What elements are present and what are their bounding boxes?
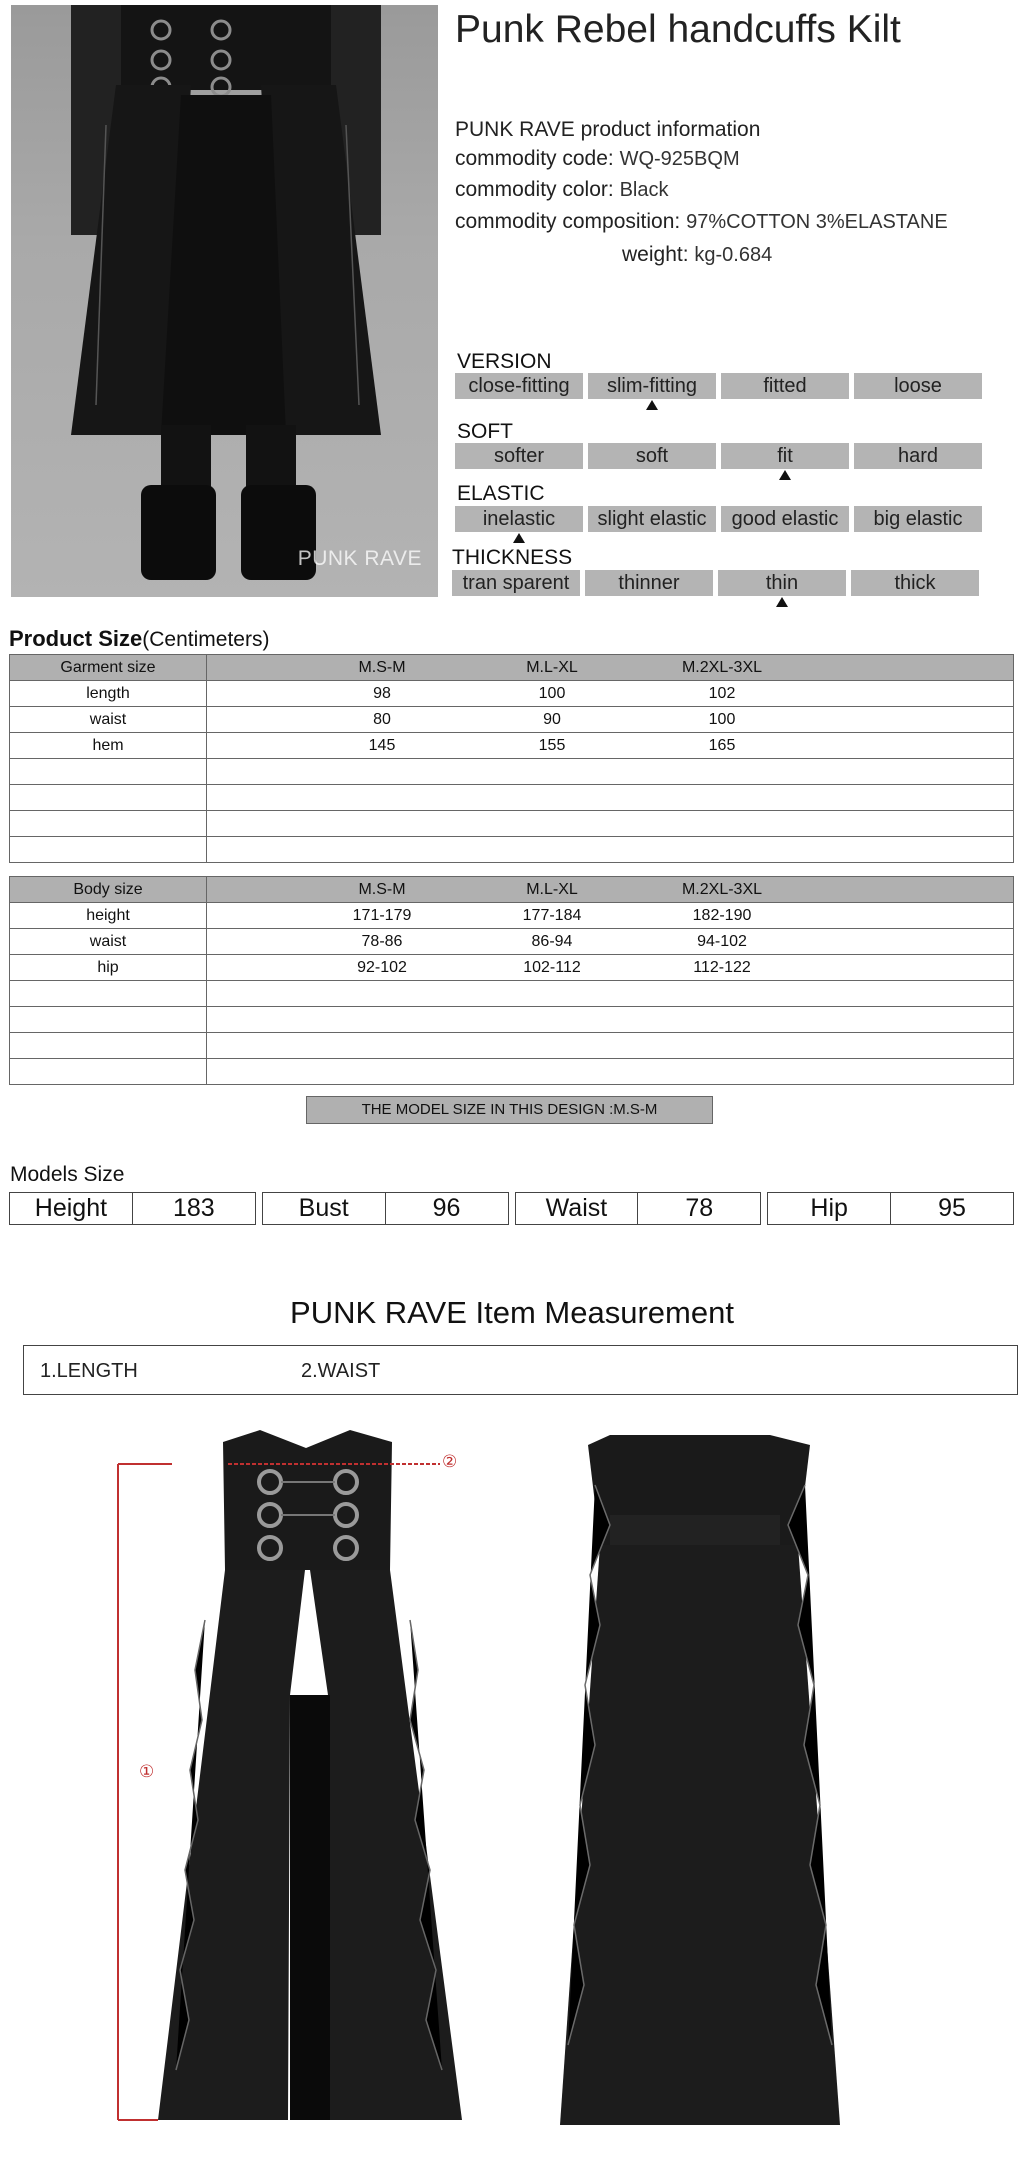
cell-value: 145 [368, 736, 396, 754]
brand-line: PUNK RAVE product information [455, 118, 761, 141]
thickness-selected-marker [776, 597, 788, 607]
cell-value: 98 [373, 684, 391, 702]
model-bust [262, 1192, 509, 1225]
thickness-option: tran sparent [452, 570, 580, 596]
garment-size-label: Garment size [10, 655, 207, 681]
version-option: slim-fitting [588, 373, 716, 399]
soft-option: soft [588, 443, 716, 469]
attr-version-label: VERSION [457, 350, 552, 373]
models-size-title: Models Size [10, 1163, 125, 1186]
size-column: M.S-M [358, 880, 406, 898]
empty-row [10, 1007, 1014, 1033]
empty-row [10, 1033, 1014, 1059]
model-hip [767, 1192, 1014, 1225]
model-height [9, 1192, 256, 1225]
composition-label: commodity composition: [455, 210, 681, 233]
empty-row [10, 785, 1014, 811]
table-header-row [10, 655, 1014, 681]
models-size-row [9, 1192, 1014, 1225]
commodity-composition [455, 210, 948, 234]
table-row [10, 681, 1014, 707]
product-photo [11, 5, 438, 597]
commodity-code [455, 147, 740, 171]
attr-thickness-label: THICKNESS [452, 546, 573, 569]
row-label: waist [10, 929, 207, 955]
model-illustration [11, 5, 438, 597]
table-row [10, 903, 1014, 929]
size-column: M.L-XL [526, 658, 578, 676]
table-row [10, 955, 1014, 981]
weight-value: kg-0.684 [694, 244, 773, 266]
weight [622, 243, 772, 267]
row-label: waist [10, 707, 207, 733]
cell-value: 80 [373, 710, 391, 728]
garment-back-image [540, 1425, 870, 2145]
garment-size-table [9, 654, 1014, 863]
attr-elastic-label: ELASTIC [457, 482, 545, 505]
row-label: height [10, 903, 207, 929]
commodity-color [455, 178, 668, 202]
model-value: 96 [432, 1194, 461, 1222]
version-option: loose [854, 373, 982, 399]
product-title: Punk Rebel handcuffs Kilt [455, 8, 901, 51]
waist-marker: ② [442, 1452, 458, 1471]
soft-option: softer [455, 443, 583, 469]
row-label: hip [10, 955, 207, 981]
soft-option: hard [854, 443, 982, 469]
thickness-option: thinner [585, 570, 713, 596]
garment-front-image [110, 1420, 480, 2140]
body-size-label: Body size [10, 877, 207, 903]
version-selected-marker [646, 400, 658, 410]
model-value: 183 [172, 1194, 215, 1222]
version-option: close-fitting [455, 373, 583, 399]
model-size-note: THE MODEL SIZE IN THIS DESIGN :M.S-M [306, 1096, 713, 1124]
soft-selected-marker [779, 470, 791, 480]
cell-value: 177-184 [522, 906, 582, 924]
size-column: M.S-M [358, 658, 406, 676]
cell-value: 94-102 [697, 932, 747, 950]
cell-value: 92-102 [357, 958, 407, 976]
model-key: Height [10, 1193, 133, 1224]
empty-row [10, 981, 1014, 1007]
product-size-unit: (Centimeters) [142, 628, 270, 651]
size-column: M.L-XL [526, 880, 578, 898]
cell-value: 102 [708, 684, 736, 702]
attr-thickness-scale [452, 570, 979, 596]
product-size-title [9, 626, 269, 652]
model-key: Waist [516, 1193, 639, 1224]
cell-value: 165 [708, 736, 736, 754]
cell-value: 102-112 [523, 958, 581, 976]
size-column: M.2XL-3XL [681, 658, 763, 676]
empty-row [10, 1059, 1014, 1085]
empty-row [10, 759, 1014, 785]
elastic-selected-marker [513, 533, 525, 543]
measurement-title: PUNK RAVE Item Measurement [290, 1295, 734, 1330]
version-option: fitted [721, 373, 849, 399]
elastic-option: good elastic [721, 506, 849, 532]
row-label: hem [10, 733, 207, 759]
attr-soft-scale [455, 443, 982, 469]
color-value: Black [619, 179, 669, 201]
attr-soft-label: SOFT [457, 420, 513, 443]
table-row [10, 707, 1014, 733]
product-size-heading: Product Size [9, 626, 143, 651]
model-key: Hip [768, 1193, 891, 1224]
model-value: 95 [938, 1194, 966, 1222]
code-label: commodity code: [455, 147, 614, 170]
table-header-row [10, 877, 1014, 903]
measurement-legend [23, 1345, 1018, 1395]
cell-value: 171-179 [352, 906, 412, 924]
measure-waist-label: 2.WAIST [301, 1360, 381, 1382]
table-row [10, 929, 1014, 955]
cell-value: 78-86 [361, 932, 403, 950]
empty-row [10, 811, 1014, 837]
thickness-option: thin [718, 570, 846, 596]
cell-value: 86-94 [531, 932, 573, 950]
table-row [10, 733, 1014, 759]
attr-elastic-scale [455, 506, 982, 532]
composition-value: 97%COTTON 3%ELASTANE [686, 211, 948, 233]
size-column: M.2XL-3XL [681, 880, 763, 898]
cell-value: 100 [538, 684, 566, 702]
cell-value: 155 [538, 736, 566, 754]
elastic-option: slight elastic [588, 506, 716, 532]
color-label: commodity color: [455, 178, 614, 201]
cell-value: 100 [708, 710, 736, 728]
measure-length-label: 1.LENGTH [40, 1360, 138, 1382]
model-key: Bust [263, 1193, 386, 1224]
soft-option: fit [721, 443, 849, 469]
weight-label: weight: [622, 243, 689, 266]
row-label: length [10, 681, 207, 707]
empty-row [10, 837, 1014, 863]
attr-version-scale [455, 373, 982, 399]
body-size-table [9, 876, 1014, 1085]
elastic-option: inelastic [455, 506, 583, 532]
elastic-option: big elastic [854, 506, 982, 532]
model-waist [515, 1192, 762, 1225]
cell-value: 90 [543, 710, 561, 728]
code-value: WQ-925BQM [619, 148, 740, 170]
cell-value: 112-122 [693, 958, 751, 976]
photo-watermark: PUNK RAVE [297, 547, 422, 570]
model-value: 78 [685, 1194, 714, 1222]
length-marker: ① [139, 1762, 155, 1781]
thickness-option: thick [851, 570, 979, 596]
cell-value: 182-190 [692, 906, 752, 924]
